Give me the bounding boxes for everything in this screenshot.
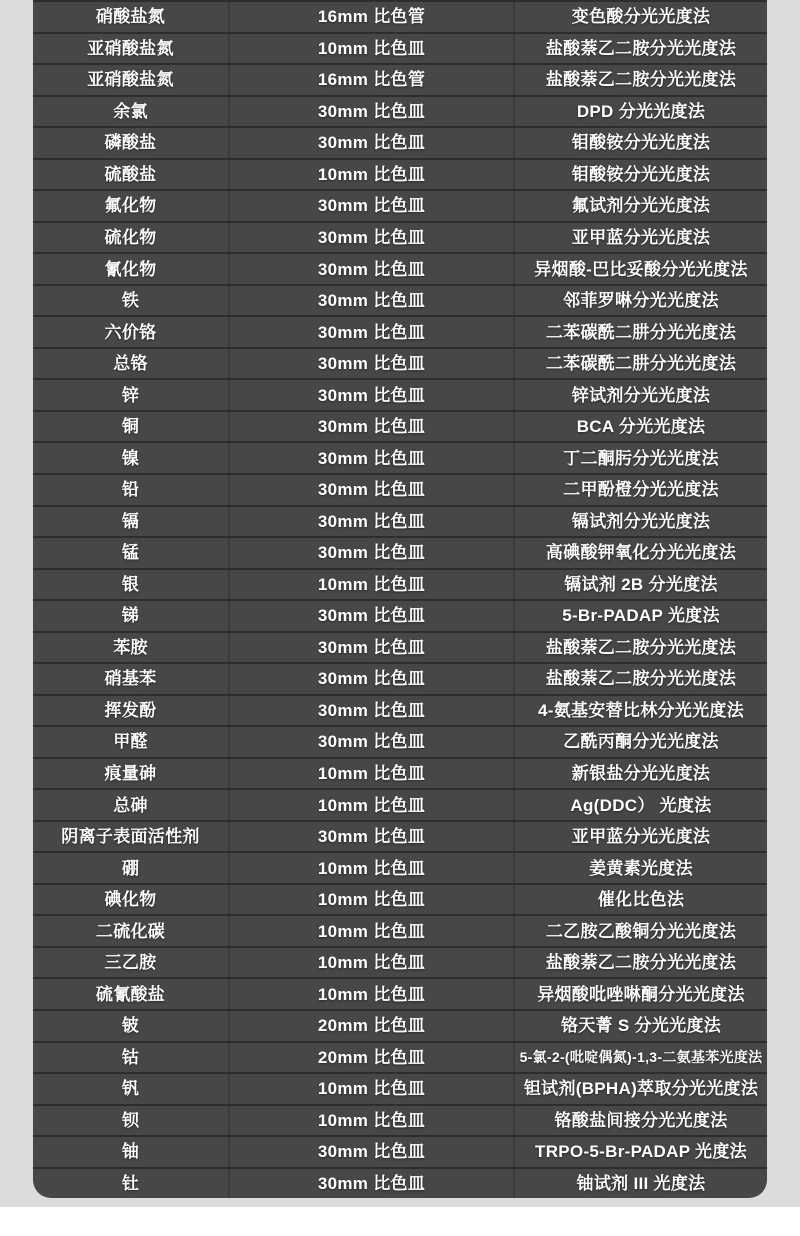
table-row — [33, 475, 767, 507]
cuvette-cell: 30mm 比色皿 — [230, 349, 515, 379]
parameter-cell: 硫酸盐 — [33, 160, 230, 190]
cuvette-cell: 30mm 比色皿 — [230, 317, 515, 347]
parameter-cell: 铁 — [33, 286, 230, 316]
cuvette-cell: 30mm 比色皿 — [230, 475, 515, 505]
cuvette-cell: 30mm 比色皿 — [230, 696, 515, 726]
method-cell: 镉试剂分光光度法 — [571, 511, 711, 531]
method-cell: TRPO-5-Br-PADAP 光度法 — [535, 1142, 747, 1162]
method-cell: 变色酸分光光度法 — [571, 7, 711, 27]
table-row — [33, 633, 767, 665]
parameter-cell: 亚硝酸盐氮 — [33, 65, 230, 95]
cuvette-cell: 10mm 比色皿 — [230, 160, 515, 190]
table-row — [33, 1011, 767, 1043]
method-cell: 氟试剂分光光度法 — [571, 196, 711, 216]
method-cell: BCA 分光光度法 — [576, 417, 706, 437]
cuvette-cell: 16mm 比色管 — [230, 65, 515, 95]
table-row — [33, 979, 767, 1011]
table-row — [33, 822, 767, 854]
table-row — [33, 601, 767, 633]
table-row — [33, 570, 767, 602]
table-row — [33, 223, 767, 255]
method-cell: 盐酸萘乙二胺分光光度法 — [545, 70, 737, 90]
parameter-cell: 总铬 — [33, 349, 230, 379]
table-row — [33, 790, 767, 822]
table-row — [33, 65, 767, 97]
cuvette-cell: 10mm 比色皿 — [230, 853, 515, 883]
table-row — [33, 254, 767, 286]
method-cell: 亚甲蓝分光光度法 — [571, 227, 711, 247]
cuvette-cell: 20mm 比色皿 — [230, 1011, 515, 1041]
method-cell: DPD 分光光度法 — [576, 101, 706, 121]
parameter-cell: 钒 — [33, 1074, 230, 1104]
table-row — [33, 128, 767, 160]
method-cell: 丁二酮肟分光光度法 — [563, 448, 719, 468]
method-cell: 钼酸铵分光光度法 — [571, 133, 711, 153]
parameter-cell: 二硫化碳 — [33, 916, 230, 946]
method-cell: 4-氨基安替比林分光光度法 — [537, 700, 744, 720]
parameter-cell: 锰 — [33, 538, 230, 568]
cuvette-cell: 20mm 比色皿 — [230, 1043, 515, 1073]
table-row — [33, 286, 767, 318]
parameter-cell: 铜 — [33, 412, 230, 442]
method-cell: 乙酰丙酮分光光度法 — [563, 732, 719, 752]
parameter-cell: 总砷 — [33, 790, 230, 820]
table-row — [33, 1074, 767, 1106]
method-cell: 钽试剂(BPHA)萃取分光光度法 — [523, 1079, 759, 1099]
parameter-cell: 银 — [33, 570, 230, 600]
method-cell: 铀试剂 III 光度法 — [576, 1173, 706, 1193]
cuvette-cell: 10mm 比色皿 — [230, 948, 515, 978]
table-row — [33, 916, 767, 948]
parameter-cell: 锑 — [33, 601, 230, 631]
parameter-cell: 氟化物 — [33, 191, 230, 221]
table-row — [33, 853, 767, 885]
method-cell: 姜黄素光度法 — [589, 858, 693, 878]
method-cell: 二苯碳酰二肼分光光度法 — [545, 354, 737, 374]
cuvette-cell: 10mm 比色皿 — [230, 1074, 515, 1104]
parameter-cell: 钡 — [33, 1106, 230, 1136]
parameter-cell: 六价铬 — [33, 317, 230, 347]
table-row — [33, 727, 767, 759]
cuvette-cell: 30mm 比色皿 — [230, 191, 515, 221]
parameter-cell: 余氯 — [33, 97, 230, 127]
cuvette-cell: 30mm 比色皿 — [230, 538, 515, 568]
cuvette-cell: 10mm 比色皿 — [230, 34, 515, 64]
table-row — [33, 538, 767, 570]
cuvette-cell: 30mm 比色皿 — [230, 286, 515, 316]
table-row — [33, 2, 767, 34]
parameter-cell: 钴 — [33, 1043, 230, 1073]
table-row — [33, 1169, 767, 1198]
parameter-cell: 挥发酚 — [33, 696, 230, 726]
method-cell: 5-氯-2-(吡啶偶氮)-1,3-二氨基苯光度法 — [519, 1049, 763, 1066]
method-cell: 新银盐分光光度法 — [571, 764, 711, 784]
method-cell: 盐酸萘乙二胺分光光度法 — [545, 669, 737, 689]
table-row — [33, 317, 767, 349]
cuvette-cell: 10mm 比色皿 — [230, 885, 515, 915]
table-row — [33, 696, 767, 728]
table-row — [33, 885, 767, 917]
method-cell: 邻菲罗啉分光光度法 — [563, 291, 719, 311]
parameter-cell: 痕量砷 — [33, 759, 230, 789]
cuvette-cell: 30mm 比色皿 — [230, 412, 515, 442]
parameter-cell: 铅 — [33, 475, 230, 505]
cuvette-cell: 10mm 比色皿 — [230, 979, 515, 1009]
parameter-cell: 硼 — [33, 853, 230, 883]
cuvette-cell: 30mm 比色皿 — [230, 97, 515, 127]
table-row — [33, 759, 767, 791]
parameter-cell: 硝基苯 — [33, 664, 230, 694]
parameter-cell: 硝酸盐氮 — [33, 2, 230, 32]
cuvette-cell: 30mm 比色皿 — [230, 1137, 515, 1167]
analysis-methods-table — [33, 0, 767, 1198]
table-row — [33, 443, 767, 475]
table-row — [33, 160, 767, 192]
table-row — [33, 412, 767, 444]
table-row — [33, 349, 767, 381]
method-cell: 高碘酸钾氧化分光光度法 — [545, 543, 737, 563]
method-cell: 盐酸萘乙二胺分光光度法 — [545, 38, 737, 58]
parameter-cell: 甲醛 — [33, 727, 230, 757]
cuvette-cell: 10mm 比色皿 — [230, 1106, 515, 1136]
parameter-cell: 三乙胺 — [33, 948, 230, 978]
method-cell: 亚甲蓝分光光度法 — [571, 827, 711, 847]
table-row — [33, 948, 767, 980]
parameter-cell: 阴离子表面活性剂 — [33, 822, 230, 852]
cuvette-cell: 30mm 比色皿 — [230, 443, 515, 473]
method-cell: 铬天菁 S 分光光度法 — [560, 1016, 722, 1036]
parameter-cell: 镉 — [33, 507, 230, 537]
cuvette-cell: 10mm 比色皿 — [230, 916, 515, 946]
parameter-cell: 铀 — [33, 1137, 230, 1167]
method-cell: 镉试剂 2B 分光度法 — [564, 574, 718, 594]
table-row — [33, 191, 767, 223]
cuvette-cell: 30mm 比色皿 — [230, 664, 515, 694]
table-row — [33, 1106, 767, 1138]
cuvette-cell: 30mm 比色皿 — [230, 727, 515, 757]
parameter-cell: 锌 — [33, 380, 230, 410]
method-cell: 二甲酚橙分光光度法 — [563, 480, 719, 500]
method-cell: 催化比色法 — [597, 890, 685, 910]
cuvette-cell: 30mm 比色皿 — [230, 507, 515, 537]
table-row — [33, 97, 767, 129]
method-cell: 5-Br-PADAP 光度法 — [562, 606, 720, 626]
parameter-cell: 磷酸盐 — [33, 128, 230, 158]
table-row — [33, 507, 767, 539]
cuvette-cell: 30mm 比色皿 — [230, 633, 515, 663]
cuvette-cell: 30mm 比色皿 — [230, 380, 515, 410]
cuvette-cell: 30mm 比色皿 — [230, 223, 515, 253]
cuvette-cell: 30mm 比色皿 — [230, 822, 515, 852]
method-cell: 盐酸萘乙二胺分光光度法 — [545, 637, 737, 657]
method-cell: 锌试剂分光光度法 — [571, 385, 711, 405]
cuvette-cell: 30mm 比色皿 — [230, 1169, 515, 1198]
table-row — [33, 380, 767, 412]
parameter-cell: 苯胺 — [33, 633, 230, 663]
parameter-cell: 硫氰酸盐 — [33, 979, 230, 1009]
cuvette-cell: 10mm 比色皿 — [230, 759, 515, 789]
cuvette-cell: 30mm 比色皿 — [230, 601, 515, 631]
parameter-cell: 镍 — [33, 443, 230, 473]
method-cell: 异烟酸-巴比妥酸分光光度法 — [534, 259, 748, 279]
method-cell: 盐酸萘乙二胺分光光度法 — [545, 953, 737, 973]
table-row — [33, 34, 767, 66]
method-cell: 二乙胺乙酸铜分光光度法 — [545, 921, 737, 941]
method-cell: 钼酸铵分光光度法 — [571, 164, 711, 184]
parameter-cell: 铍 — [33, 1011, 230, 1041]
cuvette-cell: 30mm 比色皿 — [230, 128, 515, 158]
cuvette-cell: 10mm 比色皿 — [230, 790, 515, 820]
parameter-cell: 氰化物 — [33, 254, 230, 284]
parameter-cell: 亚硝酸盐氮 — [33, 34, 230, 64]
parameter-cell: 碘化物 — [33, 885, 230, 915]
method-cell: 二苯碳酰二肼分光光度法 — [545, 322, 737, 342]
method-cell: Ag(DDC） 光度法 — [570, 795, 712, 815]
method-cell: 铬酸盐间接分光光度法 — [554, 1110, 728, 1130]
table-row — [33, 1043, 767, 1075]
table-row — [33, 664, 767, 696]
parameter-cell: 硫化物 — [33, 223, 230, 253]
table-row — [33, 1137, 767, 1169]
method-cell: 异烟酸吡唑啉酮分光光度法 — [537, 984, 745, 1004]
cuvette-cell: 10mm 比色皿 — [230, 570, 515, 600]
cuvette-cell: 16mm 比色管 — [230, 2, 515, 32]
parameter-cell: 钍 — [33, 1169, 230, 1198]
cuvette-cell: 30mm 比色皿 — [230, 254, 515, 284]
